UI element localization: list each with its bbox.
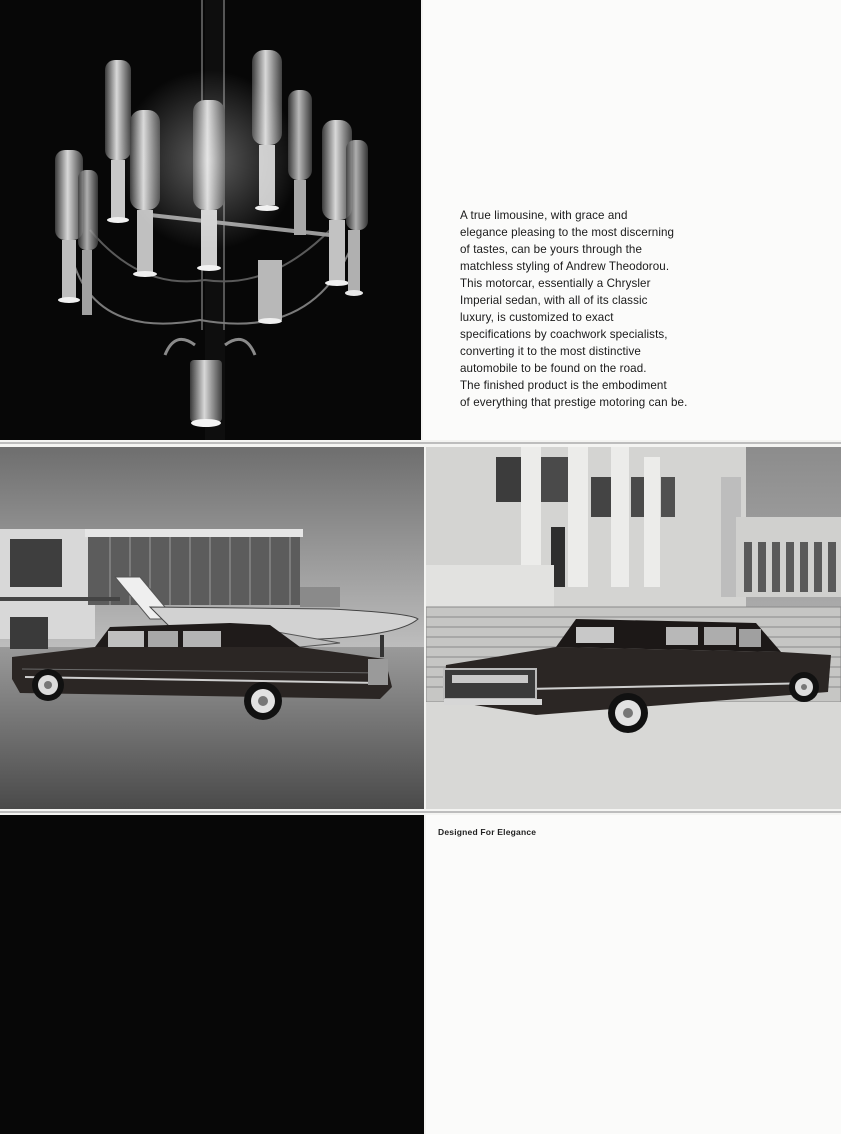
divider	[0, 442, 841, 444]
airport-scene	[0, 447, 424, 809]
caption-text: Designed For Elegance	[438, 827, 537, 837]
intro-paragraph: A true limousine, with grace and elegance pleasing to the most discerning of tastes, can be yours through the matchless styling of Andrew Theodorou. This motorcar, essentially a Chrysler Imperial sedan, with all of its classic luxury, is customized to exact specifications by coachwork specialists, converting it to the most distinctive automobile to be found on the road. The finished product is the embodiment of everything that prestige motoring can be.	[460, 209, 688, 409]
chandelier-photo	[0, 0, 421, 440]
airport-limousine-photo	[0, 447, 424, 809]
chandelier-illustration	[0, 0, 421, 440]
building-scene	[426, 447, 841, 809]
black-panel	[0, 815, 424, 1134]
intro-text-panel	[423, 0, 841, 440]
caption-panel	[426, 815, 841, 1134]
divider	[0, 811, 841, 813]
building-limousine-photo	[426, 447, 841, 809]
